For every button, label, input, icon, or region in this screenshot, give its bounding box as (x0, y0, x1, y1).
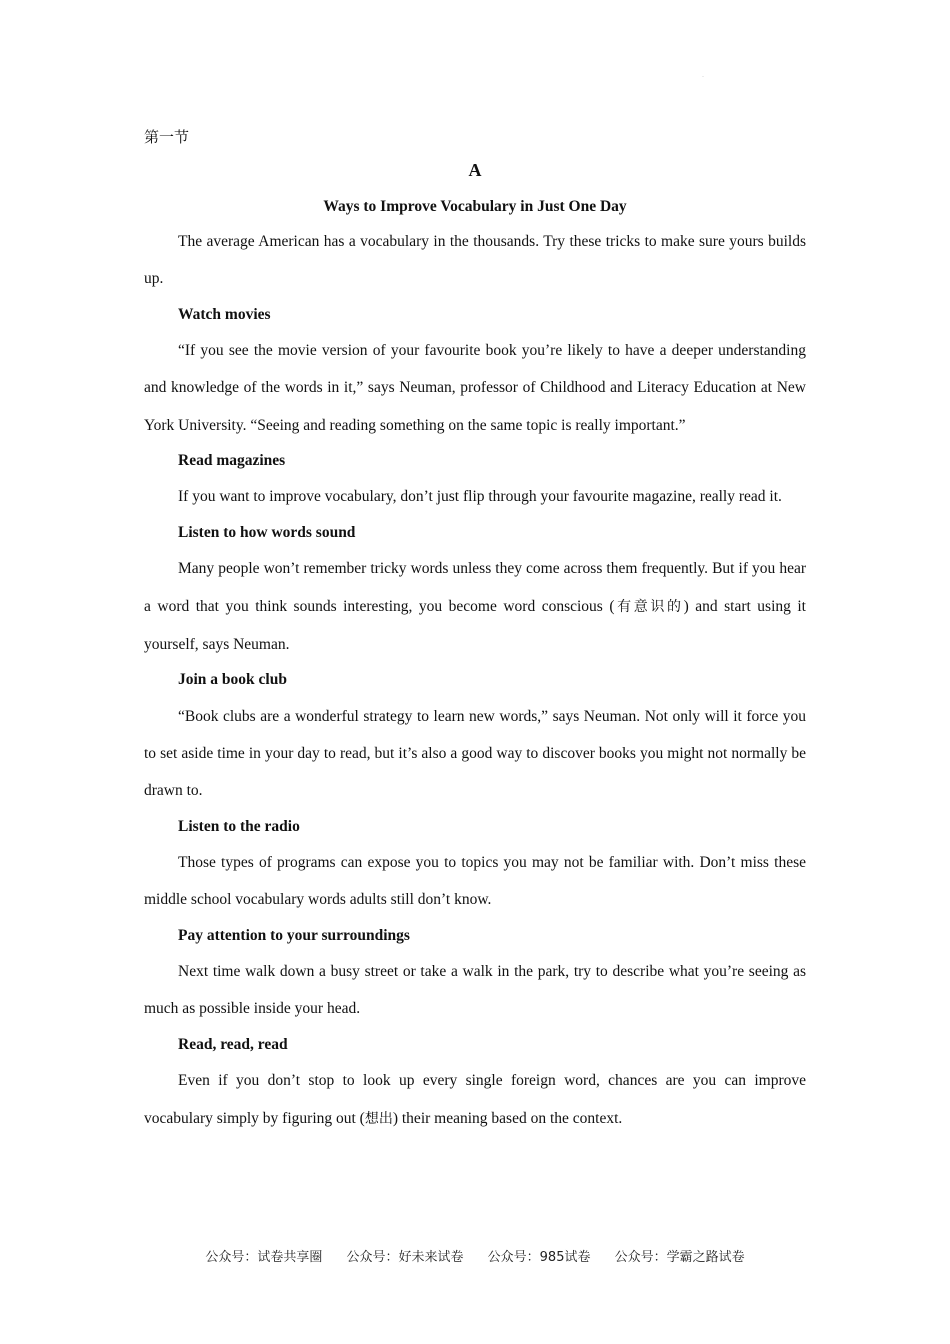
paragraph-listen-words (144, 550, 806, 663)
paragraph-read-magazines: If you want to improve vocabulary, don’t just flip through your favourite magazine, really read it. (178, 488, 782, 506)
subheading-radio: Listen to the radio (178, 817, 300, 835)
intro-paragraph: The average American has a vocabulary in the thousands. Try these tricks to make sure yours builds up. (144, 233, 806, 288)
subheading-read-magazines: Read magazines (178, 451, 286, 469)
footer-account: 公众号：学霸之路试卷 (614, 1250, 745, 1265)
paragraph-read-read-read (144, 1062, 806, 1138)
section-label: 第一节 (144, 128, 190, 146)
passage-body (144, 223, 806, 1138)
subheading-book-club: Join a book club (178, 671, 287, 689)
chinese-gloss: 有意识的 (614, 598, 684, 615)
passage-letter: A (468, 160, 482, 180)
subheading-surroundings: Pay attention to your surroundings (178, 926, 410, 944)
page-footer (0, 1246, 950, 1265)
text-segment: ) and start using it yourself, says Neuman. (144, 597, 806, 653)
chinese-gloss: 想出 (364, 1110, 393, 1127)
footer-account: 公众号：好未来试卷 (346, 1250, 464, 1265)
paragraph-surroundings: Next time walk down a busy street or take a walk in the park, try to describe what you’re seeing as much as possible inside your head. (144, 963, 806, 1018)
subheading-listen-words: Listen to how words sound (178, 523, 356, 541)
text-segment: Many people won’t remember tricky words unless they come across them frequently. But if you hear a word that you think sounds interesting, you become word conscious ( (144, 560, 806, 615)
page-mark: · (702, 74, 704, 80)
subheading-read-read-read: Read, read, read (178, 1035, 288, 1053)
footer-account: 公众号：985试卷 (487, 1250, 591, 1265)
footer-account: 公众号：试卷共享圈 (205, 1250, 323, 1265)
paragraph-watch-movies: “If you see the movie version of your favourite book you’re likely to have a deeper understanding and knowledge of the words in it,” says Neuman, professor of Childhood and Literacy Education at New York University. “Seeing and reading something on the same topic is really important.” (144, 342, 806, 434)
subheading-watch-movies: Watch movies (178, 305, 271, 323)
paragraph-book-club: “Book clubs are a wonderful strategy to learn new words,” says Neuman. Not only will it force you to set aside time in your day to read, but it’s also a good way to discover books you might not normally be drawn to. (144, 707, 806, 800)
text-segment: Even if you don’t stop to look up every single foreign word, chances are you can improve vocabulary simply by figuring out ( (144, 1072, 806, 1127)
text-segment: ) their meaning based on the context. (392, 1109, 623, 1127)
passage-title: Ways to Improve Vocabulary in Just One Day (323, 198, 627, 215)
paragraph-radio: Those types of programs can expose you to topics you may not be familiar with. Don’t miss these middle school vocabulary words adults still don’t know. (144, 854, 806, 909)
